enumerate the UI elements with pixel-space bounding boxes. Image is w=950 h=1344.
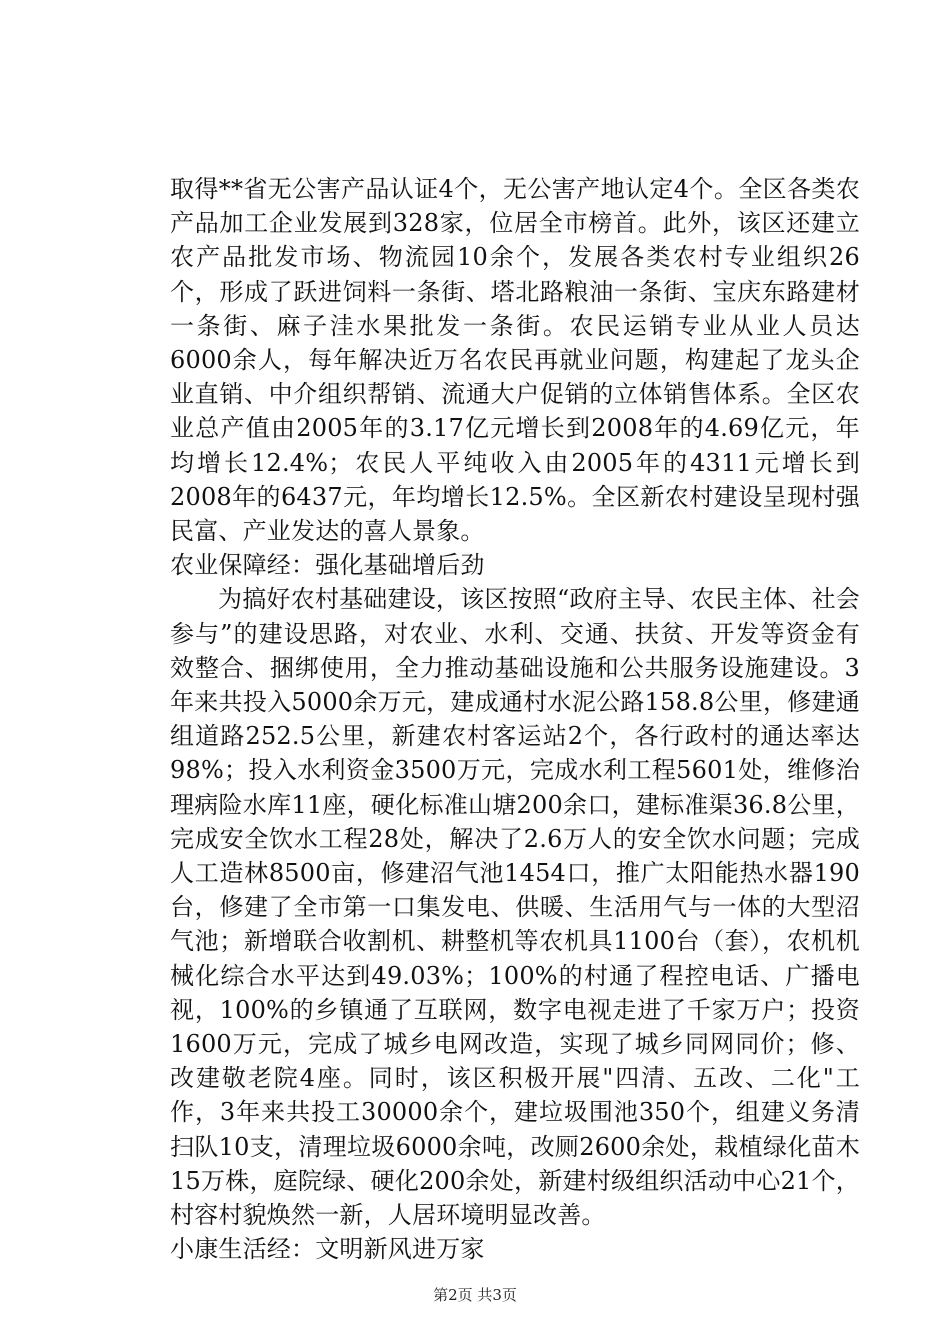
- paragraph-infrastructure: 为搞好农村基础建设，该区按照“政府主导、农民主体、社会参与”的建设思路，对农业、水利、交通、扶贫、开发等资金有效整合、捆绑使用，全力推动基础设施和公共服务设施建设。3年来共投入5000余万元，建成通村水泥公路158.8公里，修建通组道路252.5公里，新建农村客运站2个，各行政村的通达率达98%；投入水利资金3500万元，完成水利工程5601处，维修治理病险水库11座，硬化标准山塘200余口，建标准渠36.8公里，完成安全饮水工程28处，解决了2.6万人的安全饮水问题；完成人工造林8500亩，修建沼气池1454口，推广太阳能热水器190台，修建了全市第一口集发电、供暖、生活用气与一体的大型沼气池；新增联合收割机、耕整机等农机具1100台（套），农机机械化综合水平达到49.03%；100%的村通了程控电话、广播电视，100%的乡镇通了互联网，数字电视走进了千家万户；投资1600万元，完成了城乡电网改造，实现了城乡同网同价；修、改建敬老院4座。同时，该区积极开展"四清、五改、二化"工作，3年来共投工30000余个，建垃圾围池350个，组建义务清扫队10支，清理垃圾6000余吨，改厕2600余处，栽植绿化苗木15万株，庭院绿、硬化200余处，新建村级组织活动中心21个，村容村貌焕然一新，人居环境明显改善。: [170, 585, 860, 1230]
- paragraph-continuation: 取得**省无公害产品认证4个，无公害产地认定4个。全区各类农产品加工企业发展到328家，位居全市榜首。此外，该区还建立农产品批发市场、物流园10余个，发展各类农村专业组织26个，形成了跃进饲料一条街、塔北路粮油一条街、宝庆东路建材一条街、麻子洼水果批发一条街。农民运销专业从业人员达6000余人，每年解决近万名农民再就业问题，构建起了龙头企业直销、中介组织帮销、流通大户促销的立体销售体系。全区农业总产值由2005年的3.17亿元增长到2008年的4.69亿元，年均增长12.4%；农民人平纯收入由2005年的4311元增长到2008年的6437元，年均增长12.5%。全区新农村建设呈现村强民富、产业发达的喜人景象。: [170, 175, 860, 546]
- document-body: [170, 172, 860, 1267]
- page-number-label: 第2页 共3页: [433, 1286, 517, 1304]
- section-heading-xiaokang-life: 小康生活经：文明新风进万家: [170, 1235, 485, 1264]
- section-heading-agriculture-guarantee: 农业保障经：强化基础增后劲: [170, 551, 485, 580]
- page-footer: [0, 1284, 950, 1305]
